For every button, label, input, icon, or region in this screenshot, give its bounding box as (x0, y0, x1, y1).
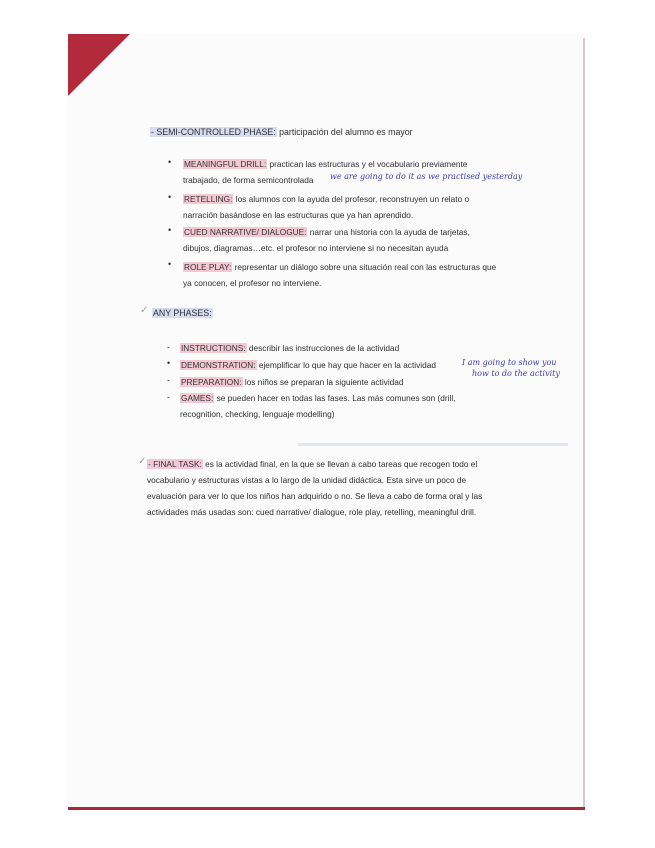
paper-sheet (68, 34, 585, 810)
final-line-4: actividades más usadas son: cued narrative/ dialogue, role play, retelling, meaningful drill. (147, 507, 477, 517)
item-text: narrar una historia con la ayuda de tarjetas, (307, 227, 470, 237)
item-text-line2: trabajado, de forma semicontrolada (183, 175, 314, 185)
highlight-stroke (298, 443, 568, 446)
semi-title-rest: participación del alumno es mayor (276, 127, 413, 137)
final-line-1 (147, 458, 477, 470)
item-label: ROLE PLAY: (184, 262, 232, 272)
any-title: ANY PHASES: (153, 308, 212, 318)
item-text: describir las instrucciones de la actividad (246, 343, 400, 353)
item-label: RETELLING: (184, 194, 233, 204)
checkmark-icon: ✓ (138, 456, 147, 467)
item-text: ejemplificar lo que hay que hacer en la actividad (256, 360, 436, 370)
list-item (183, 226, 470, 238)
handwritten-note: how to do the activity (472, 369, 560, 378)
item-label: DEMONSTRATION: (181, 360, 256, 370)
dash-bullet-icon: - (167, 375, 170, 385)
final-label: - FINAL TASK: (148, 459, 202, 469)
list-item (183, 261, 496, 273)
item-text-line2: recognition, checking, lenguaje modelling) (180, 409, 335, 419)
red-corner-mark (68, 34, 130, 96)
dash-bullet-icon: - (167, 342, 170, 352)
semi-heading (150, 126, 413, 138)
item-text-line2: narración basándose en las estructuras que ya han aprendido. (183, 210, 414, 220)
item-text: los alumnos con la ayuda del profesor, reconstruyen un relato o (233, 194, 470, 204)
item-text: practican las estructuras y el vocabulario previamente (267, 159, 468, 169)
bullet-dot-icon: • (168, 259, 172, 269)
checkmark-icon: ✓ (140, 305, 149, 316)
sheet-right-edge (583, 38, 585, 810)
list-item (180, 392, 455, 404)
list-item (180, 359, 436, 371)
list-item (183, 193, 469, 205)
item-label: PREPARATION: (181, 377, 242, 387)
item-label: CUED NARRATIVE/ DIALOGUE: (184, 227, 307, 237)
final-line-3: evaluación para ver lo que los niños han adquirido o no. Se lleva a cabo de forma oral y las (147, 491, 483, 501)
final-text: es la actividad final, en la que se llevan a cabo tareas que recogen todo el (202, 459, 478, 469)
list-item (183, 158, 467, 170)
semi-title: - SEMI-CONTROLLED PHASE: (151, 127, 276, 137)
bullet-dot-icon: • (168, 192, 172, 202)
bullet-dot-icon: • (168, 157, 172, 167)
dash-bullet-icon: - (167, 392, 170, 402)
handwritten-note: I am going to show you (462, 358, 557, 367)
bullet-dot-icon: • (168, 225, 172, 235)
item-label: MEANINGFUL DRILL: (184, 159, 267, 169)
item-text-line2: ya conocen, el profesor no interviene. (183, 278, 322, 288)
item-text: representar un diálogo sobre una situación real con las estructuras que (232, 262, 497, 272)
handwritten-note: we are going to do it as we practised yesterday (330, 172, 523, 181)
sheet-bottom-edge (68, 807, 585, 810)
item-text: se pueden hacer en todas las fases. Las más comunes son (drill, (214, 393, 456, 403)
any-heading (152, 307, 213, 319)
item-label: GAMES: (181, 393, 214, 403)
final-line-2: vocabulario y estructuras vistas a lo largo de la unidad didáctica. Esta sirve un poco de (147, 475, 467, 485)
item-text-line2: dibujos, diagramas…etc. el profesor no interviene si no necesitan ayuda (183, 243, 449, 253)
item-label: INSTRUCTIONS: (181, 343, 246, 353)
list-item (180, 342, 399, 354)
list-item (180, 376, 404, 388)
item-text: los niños se preparan la siguiente actividad (242, 377, 404, 387)
bullet-dot-icon: • (167, 358, 171, 368)
